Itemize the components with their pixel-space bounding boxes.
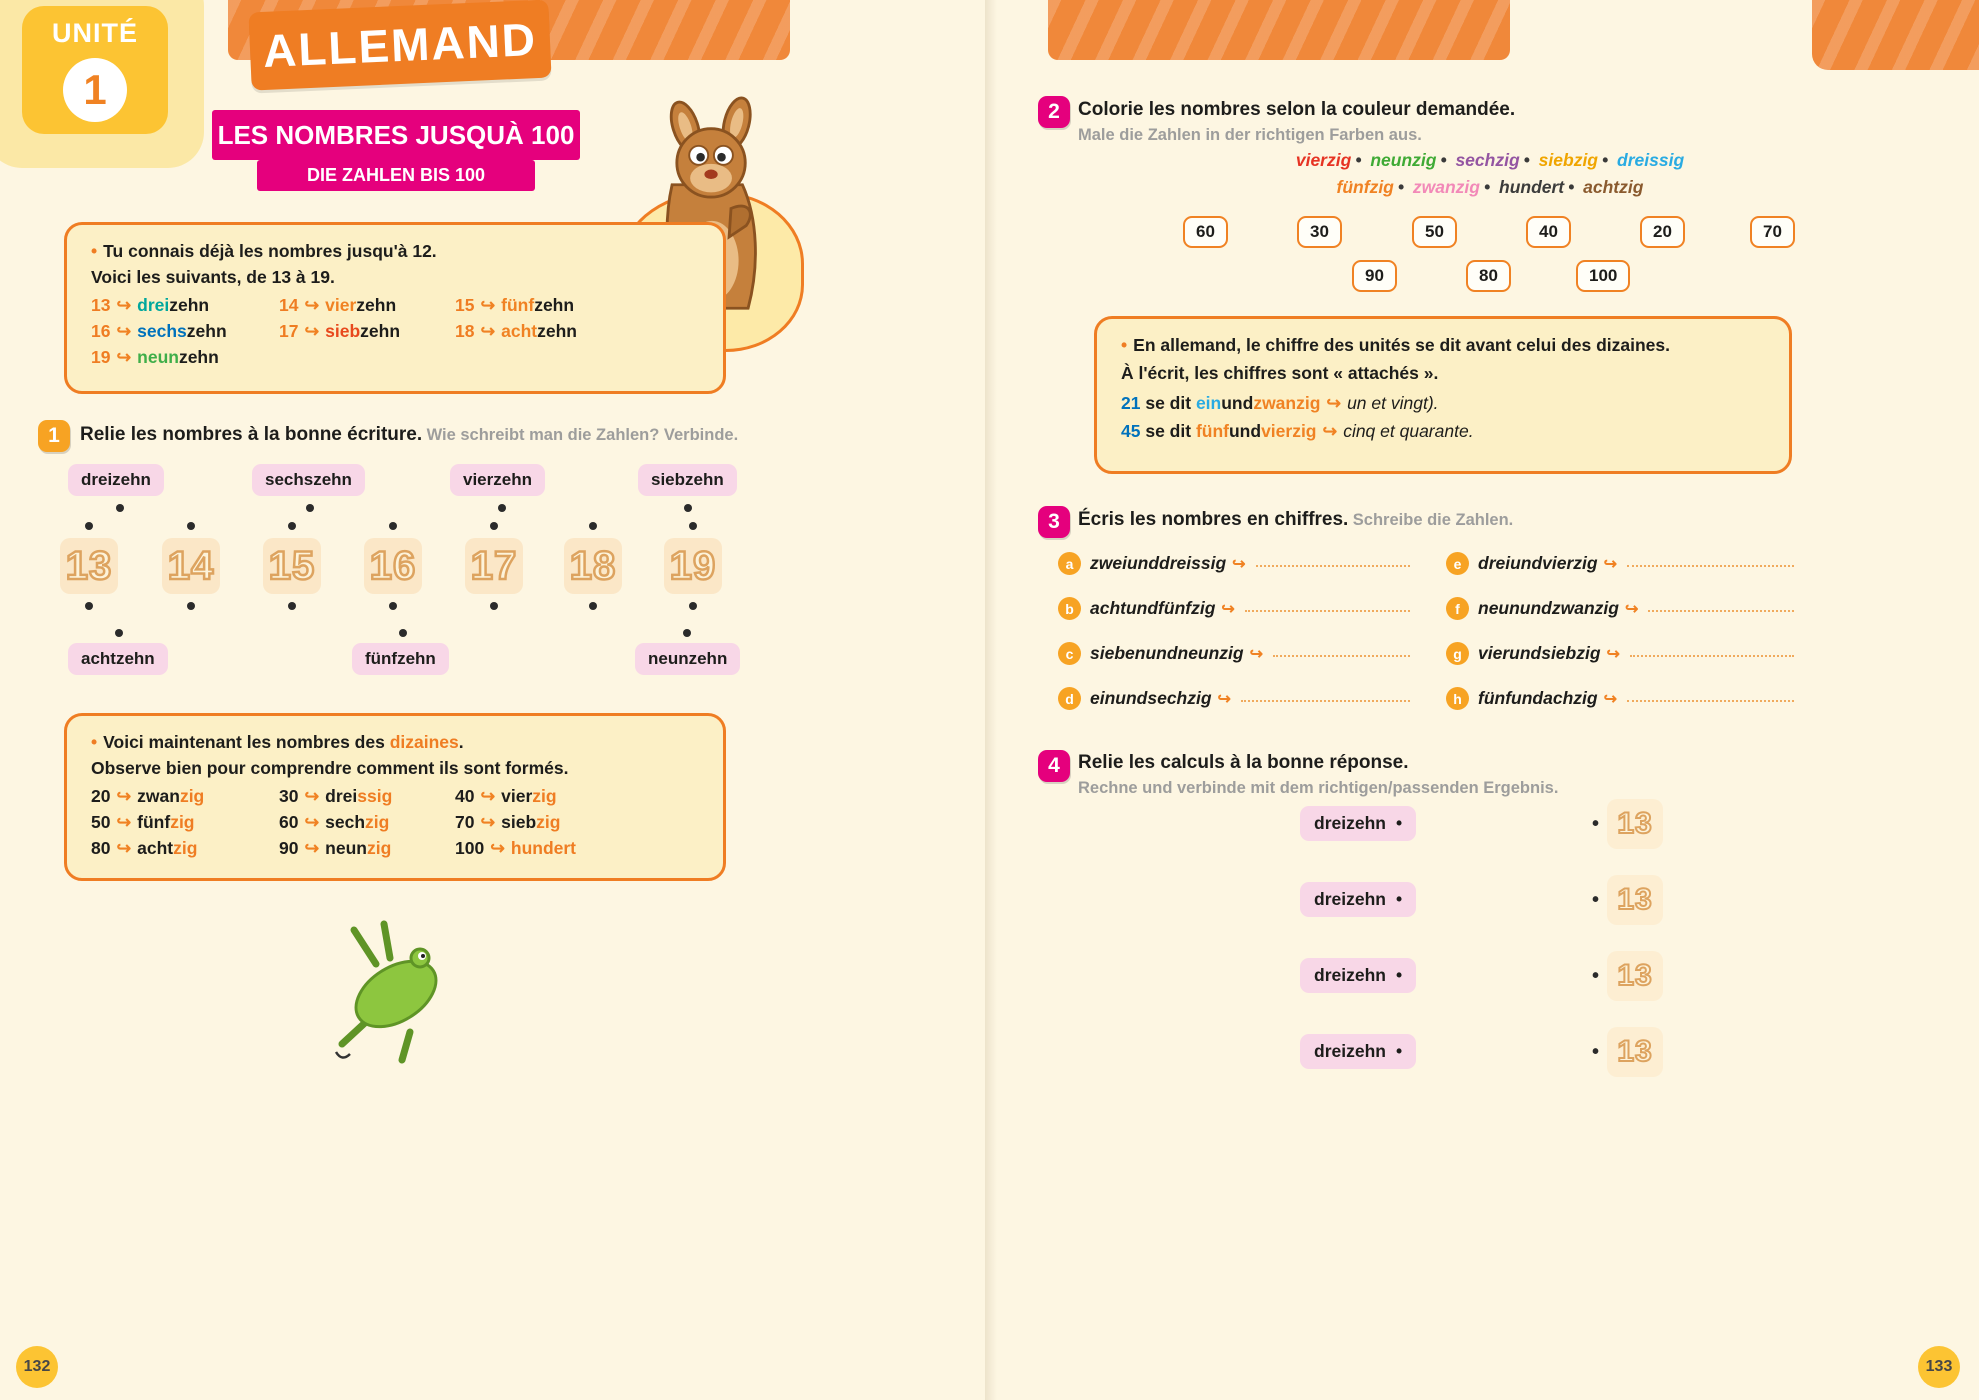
exercise2-instruction-fr: Colorie les nombres selon la couleur demandée. <box>1078 99 1516 120</box>
connector-dot[interactable] <box>683 629 691 637</box>
number-tile[interactable]: 13 <box>60 538 118 594</box>
number-word-pair: 18 ↪ achtzehn <box>455 321 577 341</box>
arrow-icon: ↪ <box>116 838 132 858</box>
number-word-pair: 15 ↪ fünfzehn <box>455 295 575 315</box>
color-word-list-1: vierzig • neunzig • sechzig • siebzig • dreissig <box>1295 150 1685 170</box>
bullet-icon: • <box>91 241 98 261</box>
match-word[interactable]: dreizehn <box>68 464 164 496</box>
intro-line-1: • Tu connais déjà les nombres jusqu'à 12. <box>91 241 437 261</box>
arrow-icon: ↪ <box>480 321 496 341</box>
connector-dot[interactable] <box>490 602 498 610</box>
arrow-icon: ↪ <box>1232 555 1246 573</box>
fill-in-item-g: g vierundsiebzig ↪ <box>1446 642 1794 665</box>
number-word-pair: 80 ↪ achtzig <box>91 838 198 858</box>
answer-item[interactable] <box>1592 875 1663 925</box>
tens-info-box <box>64 713 726 881</box>
tens-line-2: Observe bien pour comprendre comment ils sont formés. <box>91 758 569 778</box>
exercise3-instruction-de: Schreibe die Zahlen. <box>1352 511 1514 529</box>
arrow-icon: ↪ <box>116 321 132 341</box>
answer-tile: 13 <box>1607 1027 1663 1077</box>
arrow-icon: ↪ <box>490 838 505 858</box>
arrow-icon: ↪ <box>304 295 320 315</box>
connector-dot: • <box>1592 1040 1600 1063</box>
unit-badge <box>22 6 168 134</box>
item-letter: d <box>1058 687 1081 710</box>
answer-blank[interactable] <box>1256 565 1410 567</box>
arrow-icon: ↪ <box>1221 600 1235 618</box>
arrow-icon: ↪ <box>1249 645 1264 663</box>
answer-blank[interactable] <box>1627 565 1794 567</box>
arrow-icon: ↪ <box>116 295 132 315</box>
item-letter: e <box>1446 552 1469 575</box>
match-word[interactable]: achtzehn <box>68 643 168 675</box>
answer-item[interactable] <box>1592 1027 1663 1077</box>
number-tile[interactable]: 17 <box>465 538 523 594</box>
connector-dot: • <box>1592 812 1600 835</box>
arrow-icon: ↪ <box>480 295 496 315</box>
arrow-icon: ↪ <box>304 321 320 341</box>
number-tile[interactable]: 15 <box>263 538 321 594</box>
page-divider <box>985 0 997 1400</box>
number-word-pair: 70 ↪ siebzig <box>455 812 561 832</box>
connector-dot[interactable] <box>589 522 597 530</box>
colorable-number[interactable]: 70 <box>1750 216 1795 248</box>
calc-item[interactable]: dreizehn • <box>1300 958 1416 993</box>
exercise1-instruction-fr: Relie les nombres à la bonne écriture. <box>80 424 423 445</box>
calc-item[interactable]: dreizehn • <box>1300 806 1416 841</box>
number-word-pair: 16 ↪ sechszehn <box>91 321 227 341</box>
number-word-pair: 17 ↪ siebzehn <box>279 321 401 341</box>
answer-blank[interactable] <box>1241 700 1410 702</box>
item-letter: b <box>1058 597 1081 620</box>
page-number-left: 132 <box>16 1346 58 1388</box>
connector-dot: • <box>1395 965 1403 985</box>
fill-in-item-c: c siebenundneunzig ↪ <box>1058 642 1410 665</box>
fill-in-item-e: e dreiundvierzig ↪ <box>1446 552 1794 575</box>
colorable-number[interactable]: 80 <box>1466 260 1511 292</box>
exercise3-badge: 3 <box>1038 506 1070 538</box>
number-word-pair: 20 ↪ zwanzig <box>91 786 205 806</box>
subject-title: ALLEMAND <box>261 13 539 77</box>
exercise3-instruction-fr: Écris les nombres en chiffres. <box>1078 509 1349 530</box>
connector-dot: • <box>1395 889 1403 909</box>
answer-tile: 13 <box>1607 799 1663 849</box>
answer-blank[interactable] <box>1245 610 1410 612</box>
match-word[interactable]: sechszehn <box>252 464 365 496</box>
item-letter: a <box>1058 552 1081 575</box>
connector-dot[interactable] <box>389 522 397 530</box>
arrow-icon: ↪ <box>116 347 132 367</box>
match-word[interactable]: neunzehn <box>635 643 740 675</box>
arrow-icon: ↪ <box>1603 690 1617 708</box>
exercise2-instruction-de: Male die Zahlen in der richtigen Farben aus. <box>1078 126 1422 144</box>
units-line-2: À l'écrit, les chiffres sont « attachés ». <box>1121 363 1439 383</box>
calc-item[interactable]: dreizehn • <box>1300 1034 1416 1069</box>
number-tile[interactable]: 18 <box>564 538 622 594</box>
answer-item[interactable] <box>1592 799 1663 849</box>
tens-line-1: • Voici maintenant les nombres des dizaines. <box>91 732 464 752</box>
match-word[interactable]: fünfzehn <box>352 643 449 675</box>
colorable-number[interactable]: 30 <box>1297 216 1342 248</box>
connector-dot[interactable] <box>490 522 498 530</box>
answer-blank[interactable] <box>1273 655 1410 657</box>
number-tile[interactable]: 14 <box>162 538 220 594</box>
arrow-icon: ↪ <box>116 812 132 832</box>
connector-dot: • <box>1395 1041 1403 1061</box>
exercise3-header <box>1078 509 1513 531</box>
subject-title-ribbon <box>248 0 551 91</box>
number-word-pair: 30 ↪ dreissig <box>279 786 393 806</box>
intro-info-box <box>64 222 726 394</box>
calc-item[interactable]: dreizehn • <box>1300 882 1416 917</box>
fill-in-item-d: d einundsechzig ↪ <box>1058 687 1410 710</box>
exercise1-header <box>80 424 738 446</box>
fill-in-item-h: h fünfundachzig ↪ <box>1446 687 1794 710</box>
exercise2-badge: 2 <box>1038 96 1070 128</box>
connector-dot[interactable] <box>116 504 124 512</box>
arrow-icon: ↪ <box>480 812 496 832</box>
page-number-right: 133 <box>1918 1346 1960 1388</box>
units-example-21: 21 se dit einundzwanzig ↪ un et vingt). <box>1121 393 1439 413</box>
colorable-number[interactable]: 60 <box>1183 216 1228 248</box>
number-word-pair: 13 ↪ dreizehn <box>91 295 210 315</box>
item-letter: f <box>1446 597 1469 620</box>
bullet-icon: • <box>91 732 98 752</box>
exercise4-badge: 4 <box>1038 750 1070 782</box>
fill-in-item-a: a zweiunddreissig ↪ <box>1058 552 1410 575</box>
arrow-icon: ↪ <box>1606 645 1620 663</box>
connector-dot[interactable] <box>399 629 407 637</box>
item-letter: g <box>1446 642 1469 665</box>
top-band-center <box>1048 0 1510 60</box>
arrow-icon: ↪ <box>304 838 320 858</box>
bullet-icon: • <box>1121 335 1128 355</box>
number-word-pair: 100 ↪ hundert <box>455 838 577 858</box>
connector-dot[interactable] <box>498 504 506 512</box>
units-info-box <box>1094 316 1792 474</box>
answer-tile: 13 <box>1607 951 1663 1001</box>
answer-item[interactable] <box>1592 951 1663 1001</box>
intro-line-2: Voici les suivants, de 13 à 19. <box>91 267 335 287</box>
units-line-1: • En allemand, le chiffre des unités se dit avant celui des dizaines. <box>1121 335 1670 355</box>
lesson-title: LES NOMBRES JUSQUÀ 100 <box>212 110 580 160</box>
colorable-number[interactable]: 40 <box>1526 216 1571 248</box>
number-word-pair: 19 ↪ neunzehn <box>91 347 219 367</box>
arrow-icon: ↪ <box>1217 690 1231 708</box>
number-word-pair: 50 ↪ fünfzig <box>91 812 195 832</box>
number-tile[interactable]: 19 <box>664 538 722 594</box>
connector-dot[interactable] <box>85 522 93 530</box>
number-word-pair: 60 ↪ sechzig <box>279 812 390 832</box>
connector-dot[interactable] <box>389 602 397 610</box>
connector-dot[interactable] <box>85 602 93 610</box>
lesson-subtitle: DIE ZAHLEN BIS 100 <box>257 160 535 191</box>
colorable-number[interactable]: 50 <box>1412 216 1457 248</box>
arrow-icon: ↪ <box>116 786 132 806</box>
connector-dot[interactable] <box>187 602 195 610</box>
answer-blank[interactable] <box>1648 610 1794 612</box>
arrow-icon: ↪ <box>1322 421 1338 441</box>
item-letter: c <box>1058 642 1081 665</box>
exercise4-instruction-fr: Relie les calculs à la bonne réponse. <box>1078 752 1409 773</box>
connector-dot[interactable] <box>684 504 692 512</box>
color-word-list-2: fünfzig • zwanzig • hundert • achtzig <box>1336 177 1644 197</box>
number-word-pair: 40 ↪ vierzig <box>455 786 557 806</box>
top-band-right <box>1812 0 1979 70</box>
number-word-pair: 14 ↪ vierzehn <box>279 295 397 315</box>
connector-dot: • <box>1592 888 1600 911</box>
unit-number: 1 <box>63 58 127 122</box>
match-word[interactable]: siebzehn <box>638 464 737 496</box>
connector-dot[interactable] <box>288 522 296 530</box>
connector-dot[interactable] <box>288 602 296 610</box>
connector-dot[interactable] <box>589 602 597 610</box>
exercise1-instruction-de: Wie schreibt man die Zahlen? Verbinde. <box>426 426 739 444</box>
connector-dot[interactable] <box>115 629 123 637</box>
connector-dot[interactable] <box>689 522 697 530</box>
answer-tile: 13 <box>1607 875 1663 925</box>
frog-illustration <box>318 912 468 1072</box>
unit-label: UNITÉ <box>52 18 138 48</box>
exercise1-badge: 1 <box>38 420 70 452</box>
colorable-number[interactable]: 90 <box>1352 260 1397 292</box>
units-example-45: 45 se dit fünfundvierzig ↪ cinq et quarante. <box>1121 421 1474 441</box>
answer-blank[interactable] <box>1630 655 1794 657</box>
arrow-icon: ↪ <box>304 786 320 806</box>
connector-dot[interactable] <box>689 602 697 610</box>
connector-dot[interactable] <box>187 522 195 530</box>
answer-blank[interactable] <box>1627 700 1794 702</box>
arrow-icon: ↪ <box>1624 600 1639 618</box>
colorable-number[interactable]: 20 <box>1640 216 1685 248</box>
number-tile[interactable]: 16 <box>364 538 422 594</box>
item-letter: h <box>1446 687 1469 710</box>
connector-dot: • <box>1395 813 1403 833</box>
arrow-icon: ↪ <box>1326 393 1342 413</box>
connector-dot[interactable] <box>306 504 314 512</box>
arrow-icon: ↪ <box>304 812 320 832</box>
connector-dot: • <box>1592 964 1600 987</box>
fill-in-item-f: f neunundzwanzig ↪ <box>1446 597 1794 620</box>
exercise4-instruction-de: Rechne und verbinde mit dem richtigen/passenden Ergebnis. <box>1078 779 1559 797</box>
colorable-number[interactable]: 100 <box>1576 260 1630 292</box>
match-word[interactable]: vierzehn <box>450 464 545 496</box>
number-word-pair: 90 ↪ neunzig <box>279 838 392 858</box>
arrow-icon: ↪ <box>1603 555 1618 573</box>
arrow-icon: ↪ <box>480 786 496 806</box>
fill-in-item-b: b achtundfünfzig ↪ <box>1058 597 1410 620</box>
